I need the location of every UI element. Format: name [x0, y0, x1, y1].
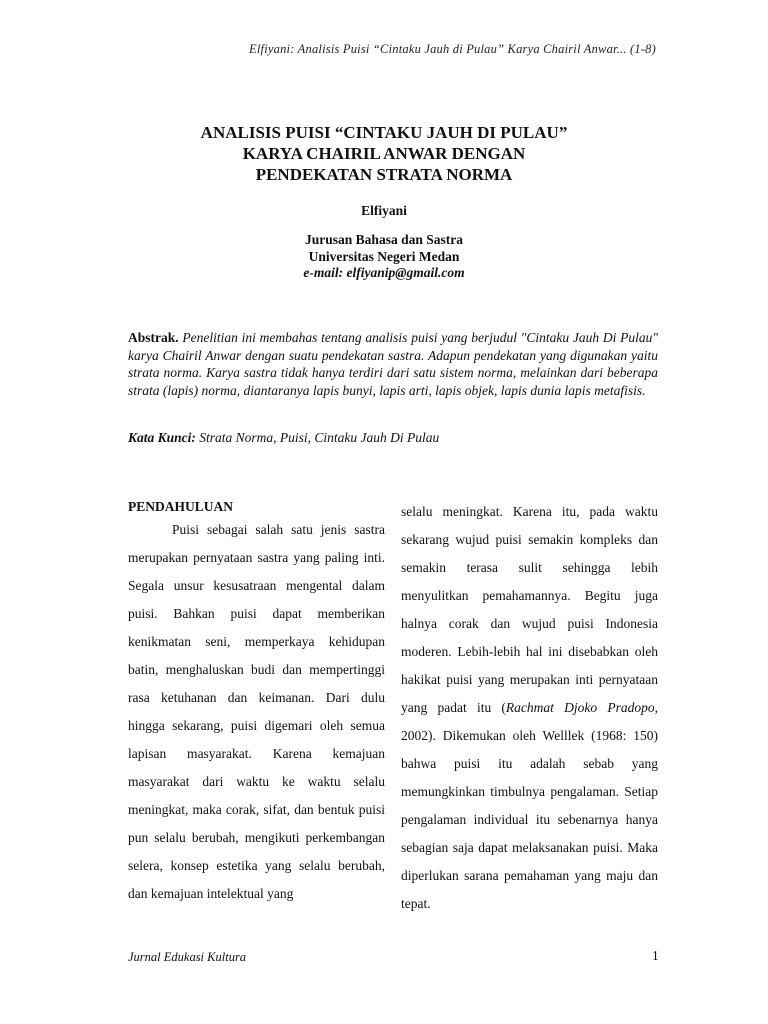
body-text-part-2: , 2002). Dikemukan oleh Welllek (1968: 150) bahwa puisi itu adalah sebab yang memungkinkan timbulnya pengalaman. Setiap pengalaman individual itu sebenarnya hanya sebagian saja dapat melaksanakan puisi. Maka diperlukan sarana pemahaman yang maju dan tepat.	[401, 700, 658, 911]
paper-title	[0, 122, 768, 185]
keywords-label: Kata Kunci:	[128, 430, 196, 445]
abstract	[128, 329, 658, 399]
body-paragraph-left: Puisi sebagai salah satu jenis sastra merupakan pernyataan sastra yang paling inti. Segala unsur kesusatraan mengental dalam puisi. Bahkan puisi dapat memberikan kenikmatan seni, memperkaya kehidupan batin, menghaluskan budi dan mempertinggi rasa ketuhanan dan keimanan. Dari dulu hingga sekarang, puisi digemari oleh semua lapisan masyarakat. Karena kemajuan masyarakat dari waktu ke waktu selalu meningkat, maka corak, sifat, dan bentuk puisi pun selalu berubah, mengikuti perkembangan selera, konsep estetika yang selalu berubah, dan kemajuan intelektual yang	[128, 522, 385, 901]
author-name: Elfiyani	[361, 203, 407, 218]
title-line-1: ANALISIS PUISI “CINTAKU JAUH DI PULAU”	[200, 123, 568, 142]
body-paragraph-right	[401, 498, 658, 918]
title-line-3: PENDEKATAN STRATA NORMA	[255, 165, 513, 184]
email: e-mail: elfiyanip@gmail.com	[303, 265, 465, 280]
keywords-text: Strata Norma, Puisi, Cintaku Jauh Di Pulau	[199, 430, 440, 445]
abstract-text: Penelitian ini membahas tentang analisis puisi yang berjudul ″Cintaku Jauh Di Pulau″ karya Chairil Anwar dengan suatu pendekatan sastra. Adapun pendekatan yang digunakan yaitu strata norma. Karya sastra tidak hanya terdiri dari satu sistem norma, melainkan dari beberapa strata (lapis) norma, diantaranya lapis bunyi, lapis arti, lapis objek, lapis dunia lapis metafisis.	[128, 330, 658, 398]
page-number: 1	[652, 948, 659, 963]
department: Jurusan Bahasa dan Sastra	[305, 232, 463, 247]
keywords	[128, 429, 658, 447]
right-column	[401, 498, 658, 918]
footer-journal-name: Jurnal Edukasi Kultura	[128, 950, 247, 964]
title-line-2: KARYA CHAIRIL ANWAR DENGAN	[242, 144, 526, 163]
left-column	[128, 498, 385, 908]
citation-author: Rachmat Djoko Pradopo	[505, 700, 655, 715]
running-head: Elfiyani: Analisis Puisi “Cintaku Jauh di Pulau” Karya Chairil Anwar... (1-8)	[249, 42, 656, 56]
body-text-part-1: selalu meningkat. Karena itu, pada waktu sekarang wujud puisi semakin kompleks dan semakin terasa sulit sehingga lebih menyulitkan pemahamannya. Begitu juga halnya corak dan wujud puisi Indonesia moderen. Lebih-lebih hal ini disebabkan oleh hakikat puisi yang merupakan inti pernyataan yang padat itu (	[401, 504, 658, 715]
university: Universitas Negeri Medan	[308, 248, 460, 264]
affiliation	[0, 232, 768, 282]
section-heading: PENDAHULUAN	[128, 499, 234, 514]
abstract-label: Abstrak.	[128, 330, 179, 345]
